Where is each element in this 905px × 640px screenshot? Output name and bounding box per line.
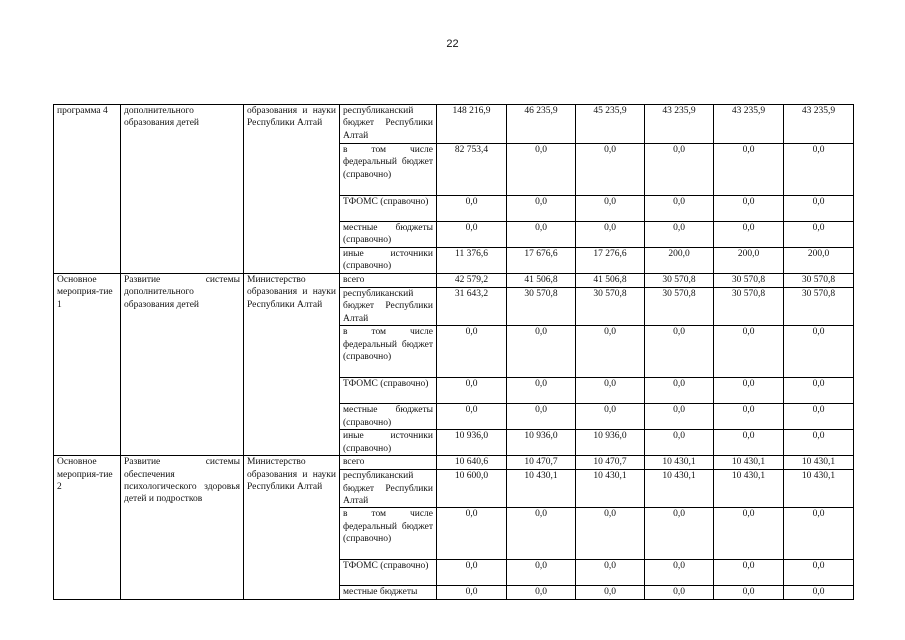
- amount-cell: 17 676,6: [507, 248, 576, 274]
- program-cell: Основное мероприя-тие 2: [54, 456, 121, 600]
- amount-cell: 10 936,0: [507, 430, 576, 456]
- amount-cell: 0,0: [784, 378, 854, 404]
- amount-cell: 10 430,1: [645, 470, 714, 508]
- amount-cell: 30 570,8: [645, 274, 714, 288]
- amount-cell: 30 570,8: [645, 288, 714, 326]
- table-row: [54, 456, 854, 470]
- amount-cell: 0,0: [437, 222, 507, 248]
- amount-cell: 0,0: [714, 586, 784, 600]
- amount-cell: 0,0: [437, 560, 507, 586]
- amount-cell: 0,0: [714, 144, 784, 196]
- amount-cell: 0,0: [507, 404, 576, 430]
- funding-source-cell: в том числе федеральный бюджет (справочно): [340, 144, 437, 196]
- budget-table-body: [54, 105, 854, 600]
- funding-source-cell: ТФОМС (справочно): [340, 560, 437, 586]
- amount-cell: 30 570,8: [714, 288, 784, 326]
- amount-cell: 0,0: [645, 196, 714, 222]
- amount-cell: 43 235,9: [784, 105, 854, 144]
- amount-cell: 31 643,2: [437, 288, 507, 326]
- funding-source-cell: республиканский бюджет Республики Алтай: [340, 105, 437, 144]
- funding-source-cell: ТФОМС (справочно): [340, 196, 437, 222]
- funding-source-cell: в том числе федеральный бюджет (справочно): [340, 326, 437, 378]
- funding-source-cell: иные источники (справочно): [340, 430, 437, 456]
- amount-cell: 0,0: [645, 508, 714, 560]
- funding-source-cell: в том числе федеральный бюджет (справочно): [340, 508, 437, 560]
- amount-cell: 0,0: [507, 144, 576, 196]
- amount-cell: 0,0: [645, 326, 714, 378]
- amount-cell: 30 570,8: [714, 274, 784, 288]
- budget-table: [53, 104, 854, 600]
- amount-cell: 17 276,6: [576, 248, 645, 274]
- amount-cell: 0,0: [645, 404, 714, 430]
- amount-cell: 41 506,8: [507, 274, 576, 288]
- amount-cell: 0,0: [714, 430, 784, 456]
- amount-cell: 46 235,9: [507, 105, 576, 144]
- amount-cell: 10 430,1: [784, 456, 854, 470]
- amount-cell: 0,0: [437, 508, 507, 560]
- amount-cell: 30 570,8: [784, 274, 854, 288]
- funding-source-cell: иные источники (справочно): [340, 248, 437, 274]
- table-row: [54, 274, 854, 288]
- amount-cell: 0,0: [507, 560, 576, 586]
- amount-cell: 0,0: [437, 586, 507, 600]
- amount-cell: 200,0: [784, 248, 854, 274]
- measure-name-cell: Развитие системы обеспечения психологического здоровья детей и подростков: [121, 456, 244, 600]
- amount-cell: 0,0: [784, 508, 854, 560]
- amount-cell: 0,0: [576, 326, 645, 378]
- amount-cell: 10 936,0: [576, 430, 645, 456]
- amount-cell: 0,0: [507, 508, 576, 560]
- amount-cell: 0,0: [714, 404, 784, 430]
- funding-source-cell: всего: [340, 274, 437, 288]
- amount-cell: 0,0: [784, 326, 854, 378]
- program-cell: Основное мероприя-тие 1: [54, 274, 121, 456]
- amount-cell: 0,0: [507, 586, 576, 600]
- amount-cell: 0,0: [645, 430, 714, 456]
- amount-cell: 0,0: [714, 326, 784, 378]
- amount-cell: 10 936,0: [437, 430, 507, 456]
- amount-cell: 45 235,9: [576, 105, 645, 144]
- measure-name-cell: дополнительного образования детей: [121, 105, 244, 274]
- amount-cell: 148 216,9: [437, 105, 507, 144]
- amount-cell: 0,0: [714, 222, 784, 248]
- executor-cell: образования и науки Республики Алтай: [244, 105, 340, 274]
- amount-cell: 0,0: [784, 196, 854, 222]
- executor-cell: Министерство образования и науки Республики Алтай: [244, 274, 340, 456]
- amount-cell: 30 570,8: [784, 288, 854, 326]
- amount-cell: 0,0: [576, 196, 645, 222]
- amount-cell: 0,0: [507, 222, 576, 248]
- amount-cell: 10 430,1: [507, 470, 576, 508]
- amount-cell: 0,0: [507, 326, 576, 378]
- amount-cell: 0,0: [784, 404, 854, 430]
- amount-cell: 0,0: [576, 560, 645, 586]
- amount-cell: 0,0: [645, 586, 714, 600]
- amount-cell: 0,0: [784, 560, 854, 586]
- amount-cell: 0,0: [714, 196, 784, 222]
- amount-cell: 200,0: [645, 248, 714, 274]
- funding-source-cell: местные бюджеты (справочно): [340, 404, 437, 430]
- amount-cell: 0,0: [714, 508, 784, 560]
- amount-cell: 10 470,7: [576, 456, 645, 470]
- amount-cell: 10 470,7: [507, 456, 576, 470]
- amount-cell: 0,0: [645, 144, 714, 196]
- amount-cell: 0,0: [507, 378, 576, 404]
- amount-cell: 200,0: [714, 248, 784, 274]
- amount-cell: 0,0: [784, 586, 854, 600]
- amount-cell: 30 570,8: [507, 288, 576, 326]
- amount-cell: 0,0: [645, 222, 714, 248]
- amount-cell: 0,0: [784, 144, 854, 196]
- amount-cell: 10 430,1: [645, 456, 714, 470]
- amount-cell: 0,0: [576, 144, 645, 196]
- amount-cell: 0,0: [714, 378, 784, 404]
- amount-cell: 0,0: [576, 508, 645, 560]
- measure-name-cell: Развитие системы дополнительного образования детей: [121, 274, 244, 456]
- amount-cell: 82 753,4: [437, 144, 507, 196]
- amount-cell: 0,0: [576, 404, 645, 430]
- table-row: [54, 105, 854, 144]
- amount-cell: 10 600,0: [437, 470, 507, 508]
- amount-cell: 42 579,2: [437, 274, 507, 288]
- amount-cell: 0,0: [437, 196, 507, 222]
- amount-cell: 41 506,8: [576, 274, 645, 288]
- amount-cell: 11 376,6: [437, 248, 507, 274]
- amount-cell: 0,0: [645, 378, 714, 404]
- amount-cell: 10 430,1: [784, 470, 854, 508]
- amount-cell: 0,0: [784, 222, 854, 248]
- funding-source-cell: местные бюджеты: [340, 586, 437, 600]
- amount-cell: 0,0: [784, 430, 854, 456]
- funding-source-cell: всего: [340, 456, 437, 470]
- amount-cell: 10 430,1: [714, 470, 784, 508]
- amount-cell: 43 235,9: [645, 105, 714, 144]
- amount-cell: 10 640,6: [437, 456, 507, 470]
- page-number: 22: [446, 38, 459, 50]
- program-cell: программа 4: [54, 105, 121, 274]
- funding-source-cell: ТФОМС (справочно): [340, 378, 437, 404]
- funding-source-cell: республиканский бюджет Республики Алтай: [340, 288, 437, 326]
- funding-source-cell: местные бюджеты (справочно): [340, 222, 437, 248]
- amount-cell: 0,0: [437, 378, 507, 404]
- funding-source-cell: республиканский бюджет Республики Алтай: [340, 470, 437, 508]
- amount-cell: 0,0: [576, 222, 645, 248]
- amount-cell: 43 235,9: [714, 105, 784, 144]
- amount-cell: 0,0: [714, 560, 784, 586]
- amount-cell: 0,0: [437, 404, 507, 430]
- amount-cell: 30 570,8: [576, 288, 645, 326]
- executor-cell: Министерство образования и науки Республики Алтай: [244, 456, 340, 600]
- amount-cell: 10 430,1: [576, 470, 645, 508]
- amount-cell: 0,0: [576, 586, 645, 600]
- amount-cell: 0,0: [507, 196, 576, 222]
- amount-cell: 10 430,1: [714, 456, 784, 470]
- amount-cell: 0,0: [576, 378, 645, 404]
- amount-cell: 0,0: [645, 560, 714, 586]
- amount-cell: 0,0: [437, 326, 507, 378]
